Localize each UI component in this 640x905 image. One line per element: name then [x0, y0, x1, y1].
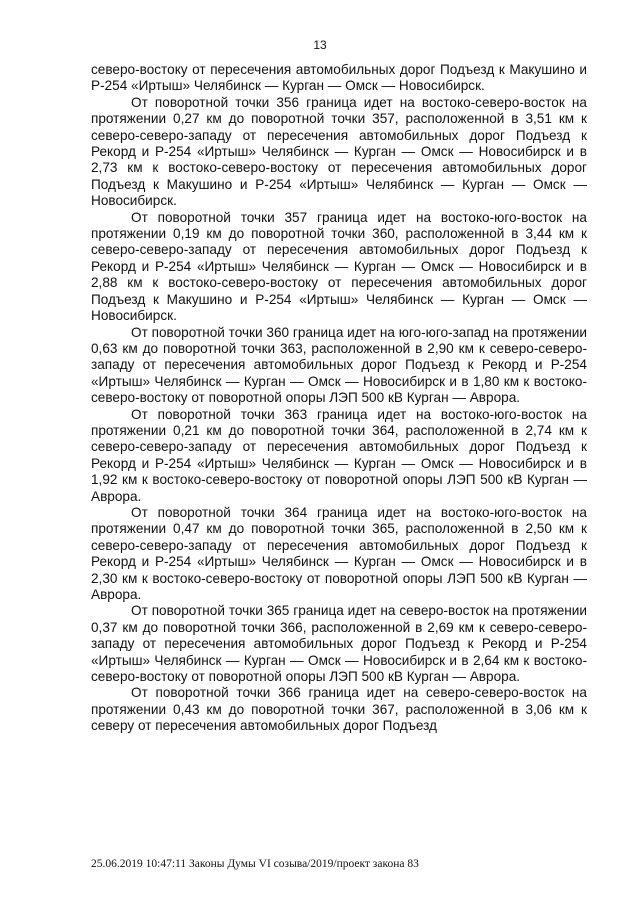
page-number: 13 [313, 38, 327, 52]
paragraph-point-357: От поворотной точки 357 граница идет на востоко-юго-восток на протяжении 0,19 км до поворотной точки 360, расположенной в 3,44 км к северо-северо-западу от пересечения автомобильных дорог Подъезд к Рекорд и Р-254 «Иртыш» Челябинск — Курган — Омск — Новосибирск и в 2,88 км к востоко-северо-востоку от пересечения автомобильных дорог Подъезд к Макушино и Р-254 «Иртыш» Челябинск — Курган — Омск — Новосибирск. [91, 209, 587, 324]
footer-stamp: 25.06.2019 10:47:11 Законы Думы VI созыва/2019/проект закона 83 [91, 858, 419, 870]
paragraph-point-360: От поворотной точки 360 граница идет на юго-юго-запад на протяжении 0,63 км до поворотной точки 363, расположенной в 2,90 км к северо-северо-западу от пересечения автомобильных дорог Подъезд к Рекорд и Р-254 «Иртыш» Челябинск — Курган — Омск — Новосибирск и в 1,80 км к востоко-северо-востоку от поворотной опоры ЛЭП 500 кВ Курган — Аврора. [91, 324, 587, 406]
paragraph-point-363: От поворотной точки 363 граница идет на востоко-юго-восток на протяжении 0,21 км до поворотной точки 364, расположенной в 2,74 км к северо-северо-западу от пересечения автомобильных дорог Подъезд к Рекорд и Р-254 «Иртыш» Челябинск — Курган — Омск — Новосибирск и в 1,92 км к востоко-северо-востоку от поворотной опоры ЛЭП 500 кВ Курган — Аврора. [91, 406, 587, 504]
paragraph-point-364: От поворотной точки 364 граница идет на востоко-юго-восток на протяжении 0,47 км до поворотной точки 365, расположенной в 2,50 км к северо-северо-западу от пересечения автомобильных дорог Подъезд к Рекорд и Р-254 «Иртыш» Челябинск — Курган — Омск — Новосибирск и в 2,30 км к востоко-северо-востоку от поворотной опоры ЛЭП 500 кВ Курган — Аврора. [91, 504, 587, 602]
document-body [91, 62, 587, 735]
paragraph-point-366: От поворотной точки 366 граница идет на северо-северо-восток на протяжении 0,43 км до поворотной точки 367, расположенной в 3,06 км к северу от пересечения автомобильных дорог Подъезд [91, 685, 587, 734]
paragraph-point-356: От поворотной точки 356 граница идет на востоко-северо-восток на протяжении 0,27 км до поворотной точки 357, расположенной в 3,51 км к северо-северо-западу от пересечения автомобильных дорог Подъезд к Рекорд и Р-254 «Иртыш» Челябинск — Курган — Омск — Новосибирск и в 2,73 км к востоко-северо-востоку от пересечения автомобильных дорог Подъезд к Макушино и Р-254 «Иртыш» Челябинск — Курган — Омск — Новосибирск. [91, 94, 587, 209]
paragraph-point-365: От поворотной точки 365 граница идет на северо-восток на протяжении 0,37 км до поворотной точки 366, расположенной в 2,69 км к северо-северо-западу от пересечения автомобильных дорог Подъезд к Рекорд и Р-254 «Иртыш» Челябинск — Курган — Омск — Новосибирск и в 2,64 км к востоко-северо-востоку от поворотной опоры ЛЭП 500 кВ Курган — Аврора. [91, 603, 587, 685]
paragraph-continuation: северо-востоку от пересечения автомобильных дорог Подъезд к Макушино и Р-254 «Иртыш» Челябинск — Курган — Омск — Новосибирск. [91, 62, 587, 94]
